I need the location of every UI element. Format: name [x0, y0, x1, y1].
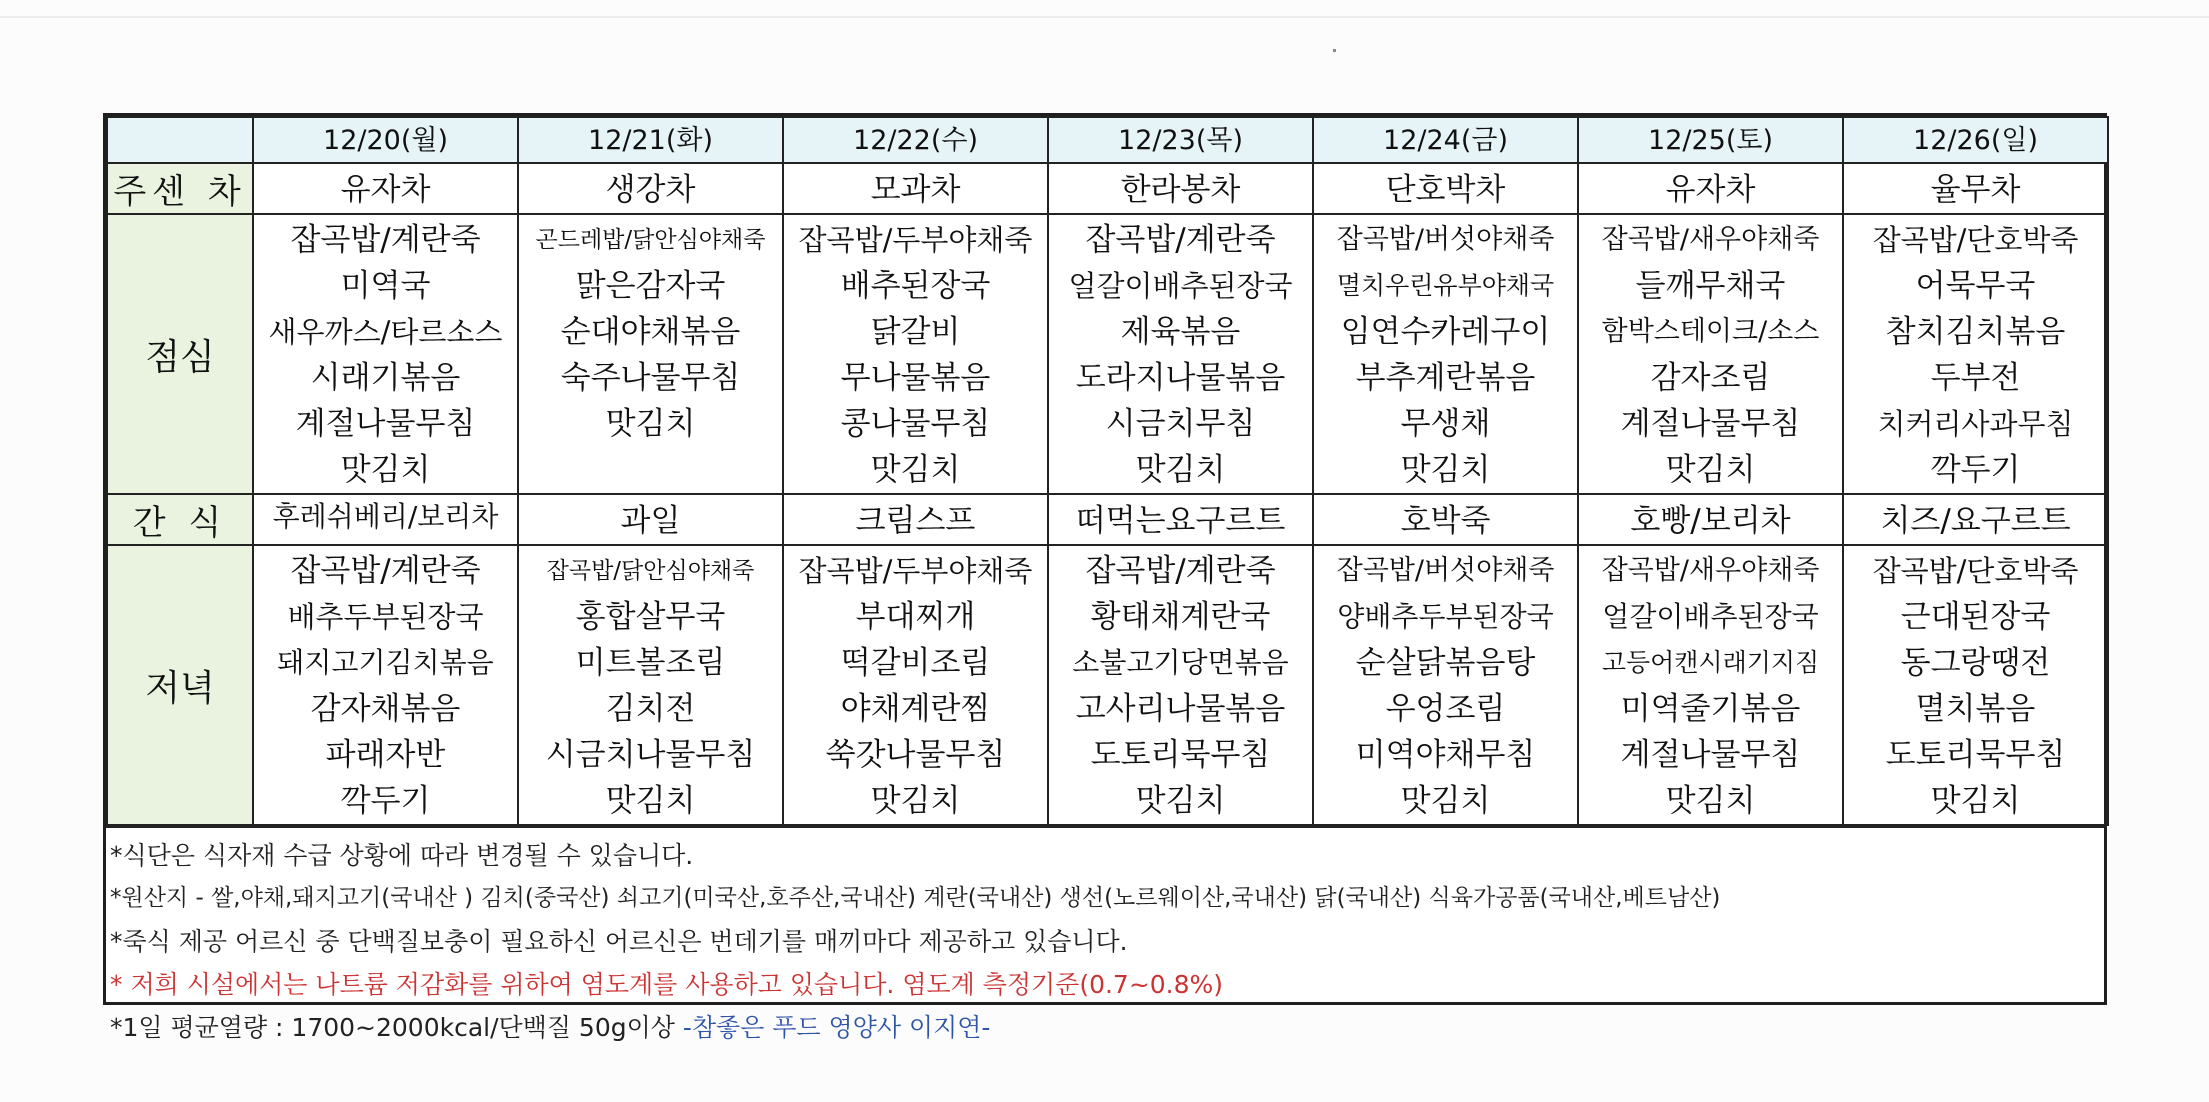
menu-dish: 고등어캔시래기지짐 — [1601, 648, 1820, 677]
lunch-cell — [1313, 214, 1578, 494]
menu-dish: 홍합살무국 — [575, 599, 726, 635]
menu-dish: 무나물볶음 — [840, 360, 991, 396]
menu-dish: 잡곡밥/계란죽 — [290, 553, 481, 589]
dinner-cell — [518, 545, 783, 825]
lunch-row-label: 점심 — [107, 214, 253, 494]
menu-dish: 들깨무채국 — [1635, 268, 1786, 304]
header-corner-cell — [107, 117, 253, 163]
weekly-menu-table — [106, 116, 2109, 826]
menu-dish: 미역야채무침 — [1355, 737, 1536, 773]
menu-dish: 잡곡밥/두부야채죽 — [798, 223, 1033, 257]
menu-dish: 멸치우린유부야채국 — [1336, 271, 1555, 300]
menu-dish: 잡곡밥/계란죽 — [1085, 553, 1276, 589]
lunch-cell — [783, 214, 1048, 494]
menu-dish: 닭갈비 — [870, 314, 961, 350]
menu-dish: 부추계란볶음 — [1355, 360, 1536, 396]
tea-cell: 모과차 — [783, 163, 1048, 214]
snack-row-label: 간 식 — [107, 494, 253, 545]
menu-dish: 멸치볶음 — [1915, 691, 2036, 727]
menu-dish: 배추두부된장국 — [287, 600, 484, 634]
date-header-cell: 12/20(월) — [253, 117, 518, 163]
menu-dish: 감자채볶음 — [310, 691, 461, 727]
note-origin: *원산지 - 쌀,야채,돼지고기(국내산 ) 김치(중국산) 쇠고기(미국산,호주산,국내산) 계란(국내산) 생선(노르웨이산,국내산) 닭(국내산) 식육가공품(국내산,베트남산) — [110, 885, 1721, 911]
dinner-row — [107, 545, 2108, 825]
note-change-notice: *식단은 식자재 수급 상황에 따라 변경될 수 있습니다. — [110, 841, 694, 870]
menu-dish: 잡곡밥/단호박죽 — [1872, 554, 2079, 588]
menu-dish: 감자조림 — [1650, 360, 1771, 396]
menu-dish: 도토리묵무침 — [1090, 737, 1271, 773]
menu-notes — [106, 826, 2104, 1049]
menu-dish: 계절나물무침 — [1620, 737, 1801, 773]
menu-dish: 곤드레밥/닭안심야채죽 — [535, 227, 766, 253]
menu-dish: 떡갈비조림 — [840, 645, 991, 681]
menu-dish: 맛김치 — [1135, 452, 1226, 488]
menu-dish: 파래자반 — [325, 737, 446, 773]
menu-dish: 잡곡밥/계란죽 — [290, 222, 481, 258]
menu-dish: 맛김치 — [605, 406, 696, 442]
tea-cell: 생강차 — [518, 163, 783, 214]
menu-dish: 잡곡밥/버섯야채죽 — [1336, 224, 1555, 255]
dinner-cell — [1578, 545, 1843, 825]
menu-dish: 깍두기 — [340, 783, 431, 819]
note-protein: *죽식 제공 어르신 중 단백질보충이 필요하신 어르신은 번데기를 매끼마다 제공하고 있습니다. — [110, 927, 1128, 956]
menu-dish: 두부전 — [1930, 360, 2021, 396]
snack-cell: 호박죽 — [1313, 494, 1578, 545]
menu-dish: 임연수카레구이 — [1340, 314, 1551, 350]
date-header-cell: 12/24(금) — [1313, 117, 1578, 163]
menu-dish: 깍두기 — [1930, 452, 2021, 488]
menu-dish: 잡곡밥/새우야채죽 — [1601, 555, 1820, 586]
dinner-cell — [1313, 545, 1578, 825]
menu-dish: 얼갈이배추된장국 — [1602, 600, 1819, 633]
snack-cell: 과일 — [518, 494, 783, 545]
menu-dish: 시래기볶음 — [310, 360, 461, 396]
snack-cell: 떠먹는요구르트 — [1048, 494, 1313, 545]
tea-cell: 한라봉차 — [1048, 163, 1313, 214]
menu-dish: 맛김치 — [1400, 783, 1491, 819]
tea-row-label: 주센 차 — [107, 163, 253, 214]
snack-row — [107, 494, 2108, 545]
note-calorie — [110, 1006, 2104, 1049]
lunch-row — [107, 214, 2108, 494]
menu-dish: 김치전 — [605, 691, 696, 727]
date-header-cell: 12/25(토) — [1578, 117, 1843, 163]
menu-dish: 계절나물무침 — [1620, 406, 1801, 442]
date-header-cell: 12/23(목) — [1048, 117, 1313, 163]
menu-dish: 맛김치 — [1400, 452, 1491, 488]
menu-dish: 시금치무침 — [1105, 406, 1256, 442]
menu-dish: 잡곡밥/계란죽 — [1085, 222, 1276, 258]
menu-dish: 어묵무국 — [1915, 268, 2036, 304]
dinner-cell — [253, 545, 518, 825]
menu-dish: 얼갈이배추된장국 — [1068, 269, 1293, 303]
menu-dish: 도토리묵무침 — [1885, 737, 2066, 773]
date-header-cell: 12/26(일) — [1843, 117, 2108, 163]
menu-dish: 맛김치 — [870, 452, 961, 488]
menu-dish: 황태채계란국 — [1090, 599, 1271, 635]
dinner-cell — [1843, 545, 2108, 825]
menu-dish: 참치김치볶음 — [1885, 314, 2066, 350]
menu-dish: 제육볶음 — [1120, 314, 1241, 350]
snack-cell: 후레쉬베리/보리차 — [253, 494, 518, 545]
dinner-row-label: 저녁 — [107, 545, 253, 825]
dinner-cell — [1048, 545, 1313, 825]
menu-dish: 야채계란찜 — [840, 691, 991, 727]
weekly-menu-sheet — [103, 113, 2107, 1042]
scan-edge-line — [0, 16, 2209, 18]
menu-dish: 잡곡밥/버섯야채죽 — [1336, 555, 1555, 586]
snack-cell: 치즈/요구르트 — [1843, 494, 2108, 545]
menu-dish: 맛김치 — [1930, 783, 2021, 819]
menu-dish: 잡곡밥/닭안심야채죽 — [546, 558, 755, 584]
menu-dish: 맛김치 — [870, 783, 961, 819]
menu-dish: 미트볼조림 — [575, 645, 726, 681]
menu-dish: 맑은감자국 — [575, 268, 726, 304]
menu-dish: 돼지고기김치볶음 — [277, 646, 494, 679]
menu-dish — [519, 447, 782, 493]
menu-dish: 맛김치 — [1135, 783, 1226, 819]
menu-dish: 맛김치 — [1665, 452, 1756, 488]
menu-dish: 배추된장국 — [840, 268, 991, 304]
nutritionist-signature: -참좋은 푸드 영양사 이지연- — [682, 1013, 991, 1042]
menu-dish: 동그랑땡전 — [1900, 645, 2051, 681]
menu-dish: 잡곡밥/단호박죽 — [1872, 223, 2079, 257]
date-header-cell: 12/21(화) — [518, 117, 783, 163]
note-calorie-text: *1일 평균열량 : 1700~2000kcal/단백질 50g이상 — [110, 1013, 683, 1042]
menu-dish: 미역줄기볶음 — [1620, 691, 1801, 727]
menu-dish: 무생채 — [1400, 406, 1491, 442]
menu-dish: 순대야채볶음 — [560, 314, 741, 350]
menu-dish: 함박스테이크/소스 — [1601, 316, 1820, 347]
menu-dish: 양배추두부된장국 — [1337, 600, 1554, 633]
lunch-cell — [518, 214, 783, 494]
menu-dish: 우엉조림 — [1385, 691, 1506, 727]
date-header-cell: 12/22(수) — [783, 117, 1048, 163]
tea-cell: 율무차 — [1843, 163, 2108, 214]
menu-dish: 잡곡밥/새우야채죽 — [1601, 224, 1820, 255]
menu-dish: 근대된장국 — [1900, 599, 2051, 635]
menu-dish: 순살닭볶음탕 — [1355, 645, 1536, 681]
menu-dish: 도라지나물볶음 — [1075, 360, 1286, 396]
scan-dust-dot — [1333, 49, 1336, 52]
snack-cell: 호빵/보리차 — [1578, 494, 1843, 545]
menu-dish: 맛김치 — [340, 452, 431, 488]
tea-cell: 유자차 — [253, 163, 518, 214]
lunch-cell — [1048, 214, 1313, 494]
lunch-cell — [253, 214, 518, 494]
menu-dish: 고사리나물볶음 — [1075, 691, 1286, 727]
lunch-cell — [1843, 214, 2108, 494]
menu-dish: 새우까스/타르소스 — [268, 315, 503, 349]
menu-dish: 소불고기당면볶음 — [1072, 646, 1289, 679]
menu-dish: 쑥갓나물무침 — [825, 737, 1006, 773]
lunch-cell — [1578, 214, 1843, 494]
menu-dish: 맛김치 — [605, 783, 696, 819]
date-header-row — [107, 117, 2108, 163]
menu-dish: 잡곡밥/두부야채죽 — [798, 554, 1033, 588]
menu-dish: 미역국 — [340, 268, 431, 304]
dinner-cell — [783, 545, 1048, 825]
menu-dish: 계절나물무침 — [295, 406, 476, 442]
tea-cell: 유자차 — [1578, 163, 1843, 214]
menu-dish: 부대찌개 — [855, 599, 976, 635]
menu-dish: 숙주나물무침 — [560, 360, 741, 396]
snack-cell: 크림스프 — [783, 494, 1048, 545]
menu-dish: 치커리사과무침 — [1877, 407, 2074, 441]
menu-dish: 맛김치 — [1665, 783, 1756, 819]
tea-cell: 단호박차 — [1313, 163, 1578, 214]
tea-row — [107, 163, 2108, 214]
note-salt-meter: * 저희 시설에서는 나트륨 저감화를 위하여 염도계를 사용하고 있습니다. 염도계 측정기준(0.7~0.8%) — [110, 970, 1224, 999]
menu-dish: 콩나물무침 — [840, 406, 991, 442]
menu-dish: 시금치나물무침 — [545, 737, 756, 773]
